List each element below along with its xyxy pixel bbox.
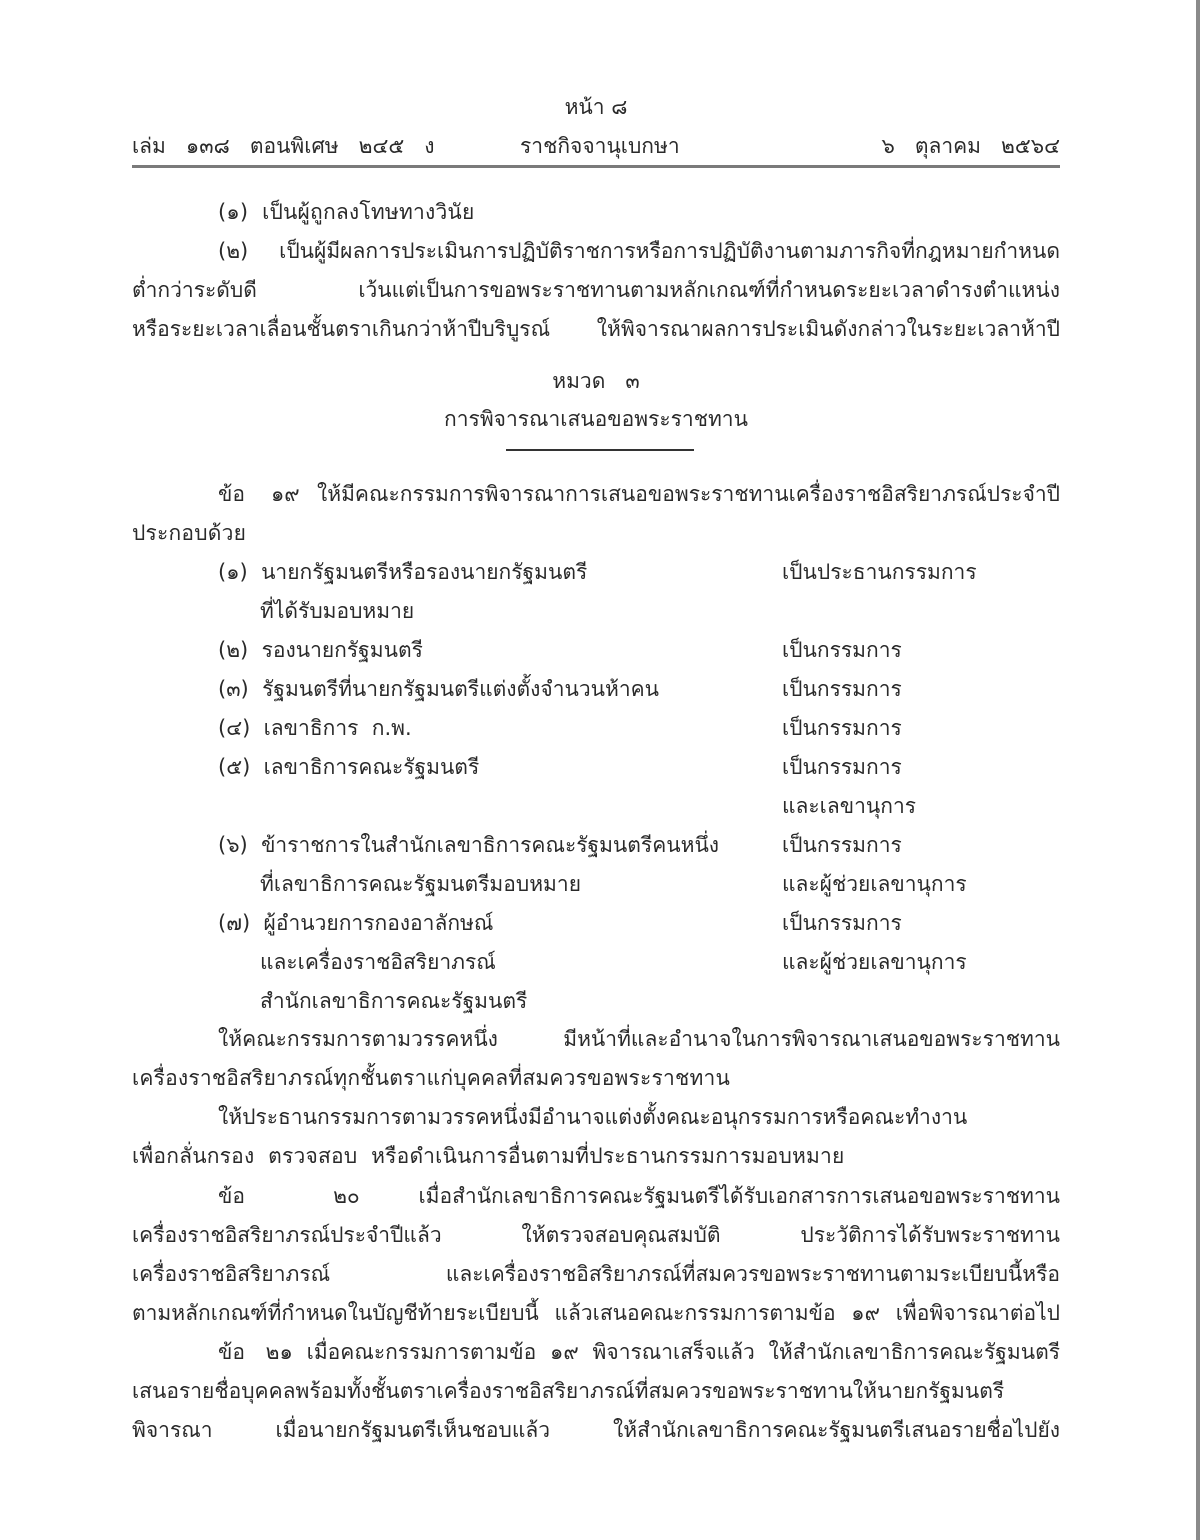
page-number: หน้า ๘ [564,95,628,119]
member-6-role-line-1: เป็นกรรมการ [782,833,902,857]
member-3-label: (๓) รัฐมนตรีที่นายกรัฐมนตรีแต่งตั้งจำนวนห้าคน [218,677,660,701]
section-20-line-4: ตามหลักเกณฑ์ที่กำหนดในบัญชีท้ายระเบียบนี้ แล้วเสนอคณะกรรมการตามข้อ ๑๙ เพื่อพิจารณาต่อไป [132,1301,1060,1325]
section-21-line-3: พิจารณา เมื่อนายกรัฐมนตรีเห็นชอบแล้ว ให้สำนักเลขาธิการคณะรัฐมนตรีเสนอรายชื่อไปยัง [132,1418,1060,1442]
page-edge-border [1196,0,1200,1540]
section-20-line-1: ข้อ ๒๐ เมื่อสำนักเลขาธิการคณะรัฐมนตรีได้รับเอกสารการเสนอขอพระราชทาน [218,1184,1060,1208]
member-6-label-line-1: (๖) ข้าราชการในสำนักเลขาธิการคณะรัฐมนตรีคนหนึ่ง [218,833,720,857]
section-21-line-2: เสนอรายชื่อบุคคลพร้อมทั้งชั้นตราเครื่องราชอิสริยาภรณ์ที่สมควรขอพระราชทานให้นายกรัฐมนตรี [132,1379,1005,1403]
member-7-role-line-1: เป็นกรรมการ [782,911,902,935]
section-20-line-3: เครื่องราชอิสริยาภรณ์ และเครื่องราชอิสริยาภรณ์ที่สมควรขอพระราชทานตามระเบียบนี้หรือ [132,1262,1060,1286]
publication-name: ราชกิจจานุเบกษา [520,134,680,158]
intro-item-1: (๑) เป็นผู้ถูกลงโทษทางวินัย [218,200,475,224]
chapter-underline [506,449,694,451]
member-4-role: เป็นกรรมการ [782,716,902,740]
member-6-role-line-2: และผู้ช่วยเลขานุการ [782,872,967,896]
header-divider [132,165,1060,168]
chapter-number: หมวด ๓ [552,369,640,393]
intro-item-2-line-2: ต่ำกว่าระดับดี เว้นแต่เป็นการขอพระราชทานตามหลักเกณฑ์ที่กำหนดระยะเวลาดำรงตำแหน่ง [132,278,1060,302]
section-21-line-1: ข้อ ๒๑ เมื่อคณะกรรมการตามข้อ ๑๙ พิจารณาเสร็จแล้ว ให้สำนักเลขาธิการคณะรัฐมนตรี [218,1340,1060,1364]
member-7-label-line-1: (๗) ผู้อำนวยการกองอาลักษณ์ [218,911,494,935]
gazette-header [132,131,1060,161]
member-5-role-line-2: และเลขานุการ [782,794,917,818]
chapter-title: การพิจารณาเสนอขอพระราชทาน [444,407,748,431]
section-19-para-2-line-1: ให้คณะกรรมการตามวรรคหนึ่ง มีหน้าที่และอำนาจในการพิจารณาเสนอขอพระราชทาน [218,1027,1060,1051]
section-19-para-3-line-2: เพื่อกลั่นกรอง ตรวจสอบ หรือดำเนินการอื่นตามที่ประธานกรรมการมอบหมาย [132,1144,845,1168]
section-19-line-2: ประกอบด้วย [132,521,247,545]
member-1-label-line-1: (๑) นายกรัฐมนตรีหรือรองนายกรัฐมนตรี [218,560,588,584]
intro-item-2-line-1: (๒) เป็นผู้มีผลการประเมินการปฏิบัติราชการหรือการปฏิบัติงานตามภารกิจที่กฎหมายกำหนด [218,239,1060,263]
member-1-role: เป็นประธานกรรมการ [782,560,977,584]
member-6-label-line-2: ที่เลขาธิการคณะรัฐมนตรีมอบหมาย [260,872,581,896]
section-19-para-3-line-1: ให้ประธานกรรมการตามวรรคหนึ่งมีอำนาจแต่งตั้งคณะอนุกรรมการหรือคณะทำงาน [218,1105,968,1129]
volume-issue: เล่ม ๑๓๘ ตอนพิเศษ ๒๔๕ ง [132,134,435,158]
member-7-label-line-2: และเครื่องราชอิสริยาภรณ์ [260,950,496,974]
member-1-label-line-2: ที่ได้รับมอบหมาย [260,599,415,623]
member-5-role-line-1: เป็นกรรมการ [782,755,902,779]
section-20-line-2: เครื่องราชอิสริยาภรณ์ประจำปีแล้ว ให้ตรวจสอบคุณสมบัติ ประวัติการได้รับพระราชทาน [132,1223,1060,1247]
member-7-label-line-3: สำนักเลขาธิการคณะรัฐมนตรี [260,989,528,1013]
member-2-label: (๒) รองนายกรัฐมนตรี [218,638,423,662]
member-7-role-line-2: และผู้ช่วยเลขานุการ [782,950,967,974]
member-5-label: (๕) เลขาธิการคณะรัฐมนตรี [218,755,480,779]
member-3-role: เป็นกรรมการ [782,677,902,701]
section-19-para-2-line-2: เครื่องราชอิสริยาภรณ์ทุกชั้นตราแก่บุคคลที่สมควรขอพระราชทาน [132,1066,731,1090]
member-4-label: (๔) เลขาธิการ ก.พ. [218,716,412,740]
publication-date: ๖ ตุลาคม ๒๕๖๔ [881,134,1060,158]
intro-item-2-line-3: หรือระยะเวลาเลื่อนชั้นตราเกินกว่าห้าปีบริบูรณ์ ให้พิจารณาผลการประเมินดังกล่าวในระยะเวลาห้าปี [132,317,1060,341]
section-19-line-1: ข้อ ๑๙ ให้มีคณะกรรมการพิจารณาการเสนอขอพระราชทานเครื่องราชอิสริยาภรณ์ประจำปี [218,482,1060,506]
member-2-role: เป็นกรรมการ [782,638,902,662]
